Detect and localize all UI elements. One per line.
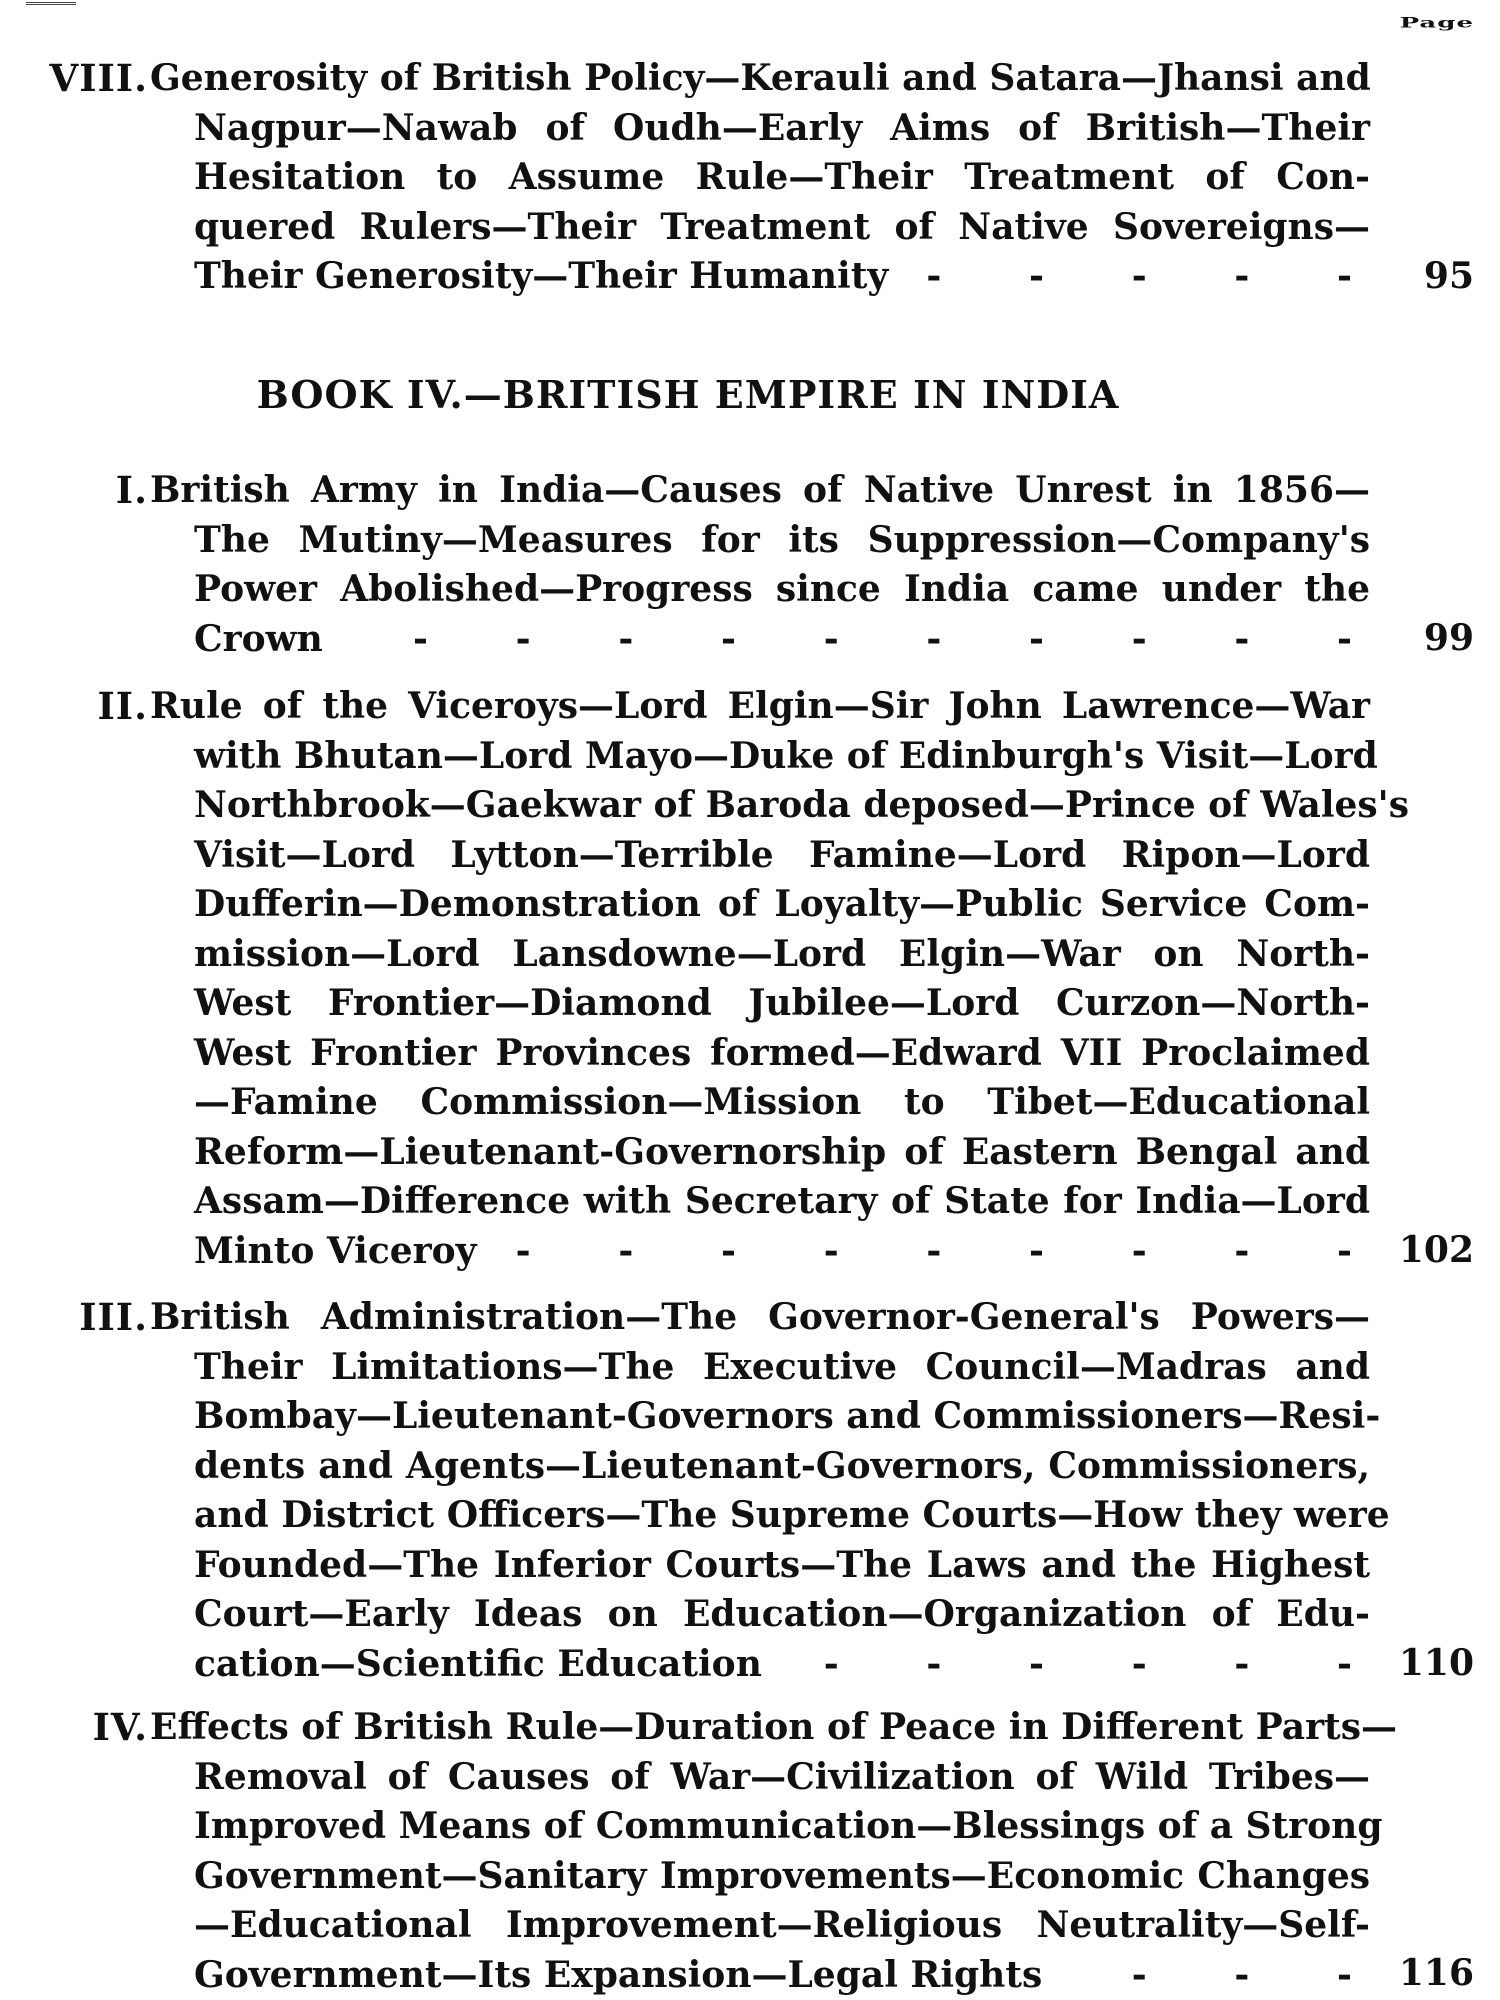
entry-numeral: III. [79,1295,148,1339]
corner-rule-mark [26,2,76,7]
entry-line: Their Limitations—The Executive Council—Madras and [194,1345,1370,1388]
entry-line: Minto Viceroy [194,1229,477,1272]
entry-last-line [194,1951,1370,2000]
entry-line: Government—Its Expansion—Legal Rights [194,1953,1043,1996]
entry-numeral: II. [97,684,148,728]
entry-line: Crown [194,617,323,660]
entry-line: cation—Scientific Education [194,1642,762,1685]
entry-line: Power Abolished—Progress since India came under the [194,568,1370,610]
entry-page-number: 102 [1398,1229,1474,1271]
entry-line: Visit—Lord Lytton—Terrible Famine—Lord Ripon—Lord [194,833,1370,876]
entry-description [150,1703,1397,2000]
entry-description [150,466,1370,664]
entry-line: Reform—Lieutenant-Governorship of Eastern Bengal and [194,1130,1370,1173]
entry-line: Government—Sanitary Improvements—Economic Changes [194,1854,1370,1897]
entry-line: Dufferin—Demonstration of Loyalty—Public Service Com- [194,883,1370,925]
book-heading: BOOK IV.—BRITISH EMPIRE IN INDIA [256,372,1120,417]
entry-line: Northbrook—Gaekwar of Baroda deposed—Prince of Wales's [194,784,1409,826]
entry-line: —Educational Improvement—Religious Neutrality—Self- [194,1904,1370,1946]
entry-line: British Administration—The Governor-General's Powers— [150,1296,1370,1338]
dot-leaders [786,1640,1352,1690]
entry-line: Founded—The Inferior Courts—The Laws and the Highest [194,1543,1370,1586]
entry-line: Rule of the Viceroys—Lord Elgin—Sir John Lawrence—War [150,685,1370,727]
dot-leaders [1066,1951,1352,2000]
entry-numeral: VIII. [49,56,148,100]
entry-line: dents and Agents—Lieutenant-Governors, Commissioners, [194,1444,1370,1487]
entry-line: Generosity of British Policy—Kerauli and Satara—Jhansi and [150,57,1371,99]
entry-page-number: 99 [1423,617,1474,659]
entry-line: Hesitation to Assume Rule—Their Treatment of Con- [194,156,1370,198]
entry-line: Improved Means of Communication—Blessings of a Strong [194,1805,1383,1847]
entry-page-number: 116 [1398,1952,1474,1994]
dot-leaders [501,1227,1352,1277]
entry-line: Effects of British Rule—Duration of Peace in Different Parts— [150,1706,1397,1748]
entry-line: mission—Lord Lansdowne—Lord Elgin—War on North- [194,932,1370,975]
entry-description [150,54,1371,302]
entry-line: —Famine Commission—Mission to Tibet—Educational [194,1081,1370,1123]
entry-line: British Army in India—Causes of Native Unrest in 1856— [150,469,1370,511]
entry-line: West Frontier—Diamond Jubilee—Lord Curzon—North- [194,982,1370,1024]
entry-last-line [194,615,1370,665]
entry-line: Assam—Difference with Secretary of State for India—Lord [194,1180,1370,1222]
entry-last-line [194,252,1370,302]
entry-line: The Mutiny—Measures for its Suppression—Company's [194,518,1370,561]
entry-line: Removal of Causes of War—Civilization of Wild Tribes— [194,1755,1370,1798]
entry-numeral: I. [115,468,148,512]
entry-numeral: IV. [92,1705,148,1749]
entry-line: and District Officers—The Supreme Courts—How they were [194,1494,1390,1536]
entry-last-line [194,1640,1370,1690]
entry-line: Their Generosity—Their Humanity [194,255,889,297]
entry-line: quered Rulers—Their Treatment of Native Sovereigns— [194,205,1370,248]
entry-line: Bombay—Lieutenant-Governors and Commissioners—Resi- [194,1395,1381,1437]
entry-line: with Bhutan—Lord Mayo—Duke of Edinburgh's Visit—Lord [194,734,1378,777]
dot-leaders [912,252,1352,302]
entry-description [150,682,1409,1276]
entry-line: West Frontier Provinces formed—Edward VII Proclaimed [194,1031,1370,1074]
entry-line: Nagpur—Nawab of Oudh—Early Aims of British—Their [194,106,1370,149]
page-column-heading: Page [1399,14,1474,32]
entry-page-number: 95 [1423,255,1474,297]
dot-leaders [347,615,1352,665]
entry-line: Court—Early Ideas on Education—Organization of Edu- [194,1593,1370,1635]
entry-last-line [194,1227,1370,1277]
entry-page-number: 110 [1398,1642,1474,1684]
entry-description [150,1293,1390,1689]
